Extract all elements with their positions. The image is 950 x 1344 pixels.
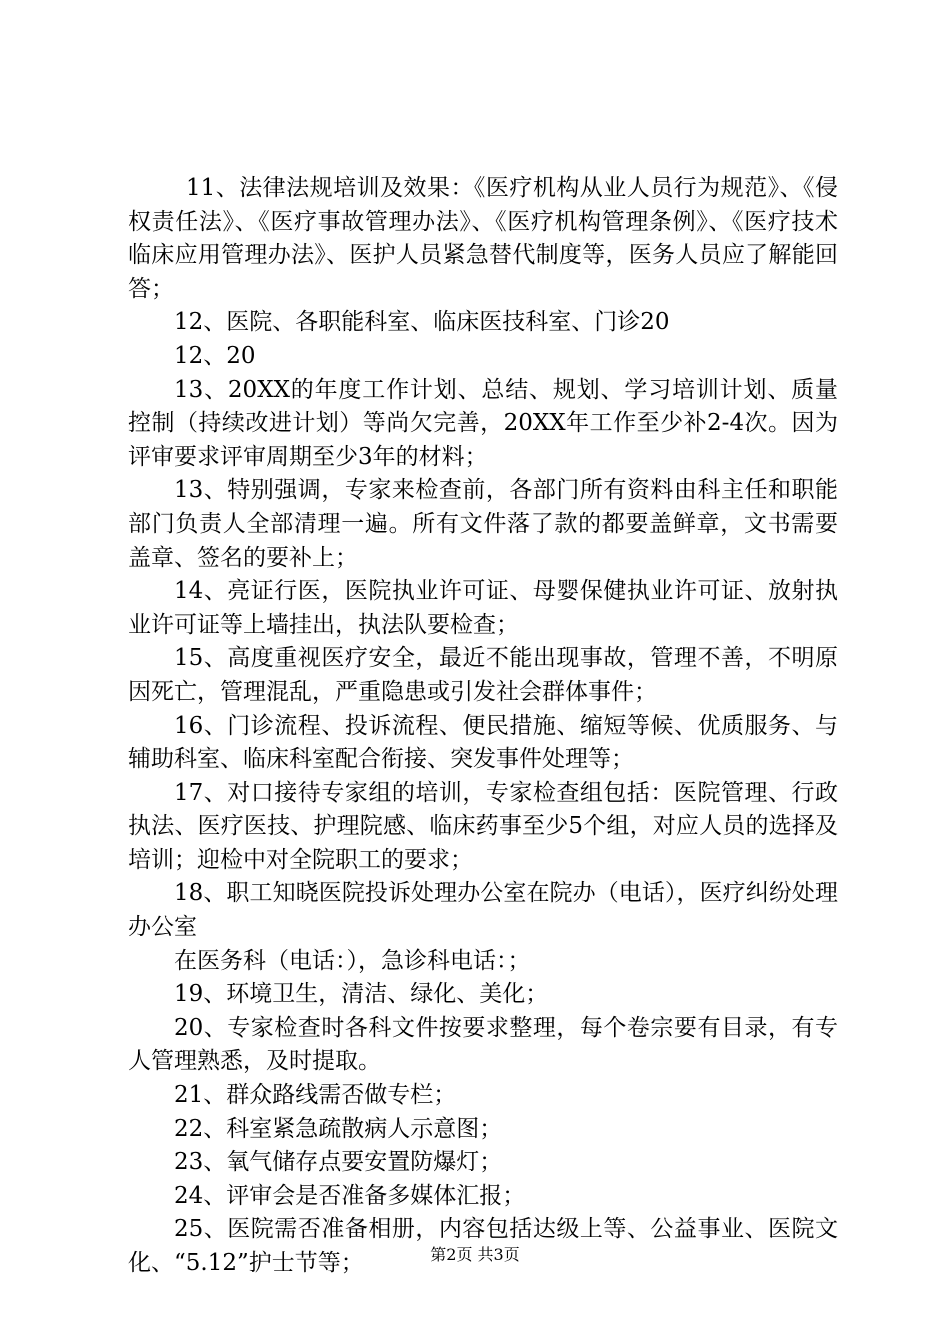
paragraph-item-25: 25、医院需否准备相册，内容包括达级上等、公益事业、医院文化、“5.12”护士节等； [128,1216,838,1276]
paragraph-item-20: 20、专家检查时各科文件按要求整理，每个卷宗要有目录，有专人管理熟悉，及时提取。 [128,1014,838,1075]
paragraph-item-14: 14、亮证行医，医院执业许可证、母婴保健执业许可证、放射执业许可证等上墙挂出，执法队要检查； [128,578,838,638]
document-body [128,172,838,1281]
paragraph-item-12a: 12、医院、各职能科室、临床医技科室、门诊20 [174,309,670,336]
paragraph-item-13a: 13、20XX的年度工作计划、总结、规划、学习培训计划、质量控制（持续改进计划）等尚欠完善，20XX年工作至少补2-4次。因为评审要求评审周期至少3年的材料； [128,376,838,470]
paragraph-item-24: 24、评审会是否准备多媒体汇报； [174,1182,526,1209]
paragraph-item-18: 18、职工知晓医院投诉处理办公室在院办（电话），医疗纠纷处理办公室 [128,880,838,941]
paragraph-item-12b: 12、20 [174,342,256,369]
paragraph-item-21: 21、群众路线需否做专栏； [174,1082,457,1109]
paragraph-item-18-continued: 在医务科（电话：），急诊科电话：； [174,947,531,974]
paragraph-item-13b: 13、特别强调，专家来检查前，各部门所有资料由科主任和职能部门负责人全部清理一遍。所有文件落了款的都要盖鲜章，文书需要盖章、签名的要补上； [128,477,838,571]
paragraph-item-22: 22、科室紧急疏散病人示意图； [174,1115,503,1142]
paragraph-item-19: 19、环境卫生，清洁、绿化、美化； [174,981,549,1008]
paragraph-item-16: 16、门诊流程、投诉流程、便民措施、缩短等候、优质服务、与辅助科室、临床科室配合衔接、突发事件处理等； [128,712,838,773]
paragraph-item-17: 17、对口接待专家组的培训，专家检查组包括：医院管理、行政执法、医疗医技、护理院感、临床药事至少5个组，对应人员的选择及培训；迎检中对全院职工的要求； [128,779,838,873]
paragraph-item-11: 11、法律法规培训及效果：《医疗机构从业人员行为规范》、《侵权责任法》、《医疗事故管理办法》、《医疗机构管理条例》、《医疗技术临床应用管理办法》、医护人员紧急替代制度等，医务人员应了解能回答； [128,175,838,302]
paragraph-item-23: 23、氧气储存点要安置防爆灯； [174,1149,503,1176]
paragraph-item-15: 15、高度重视医疗安全，最近不能出现事故，管理不善，不明原因死亡，管理混乱，严重隐患或引发社会群体事件； [128,645,838,705]
page-number-footer: 第2页 共3页 [430,1245,520,1264]
